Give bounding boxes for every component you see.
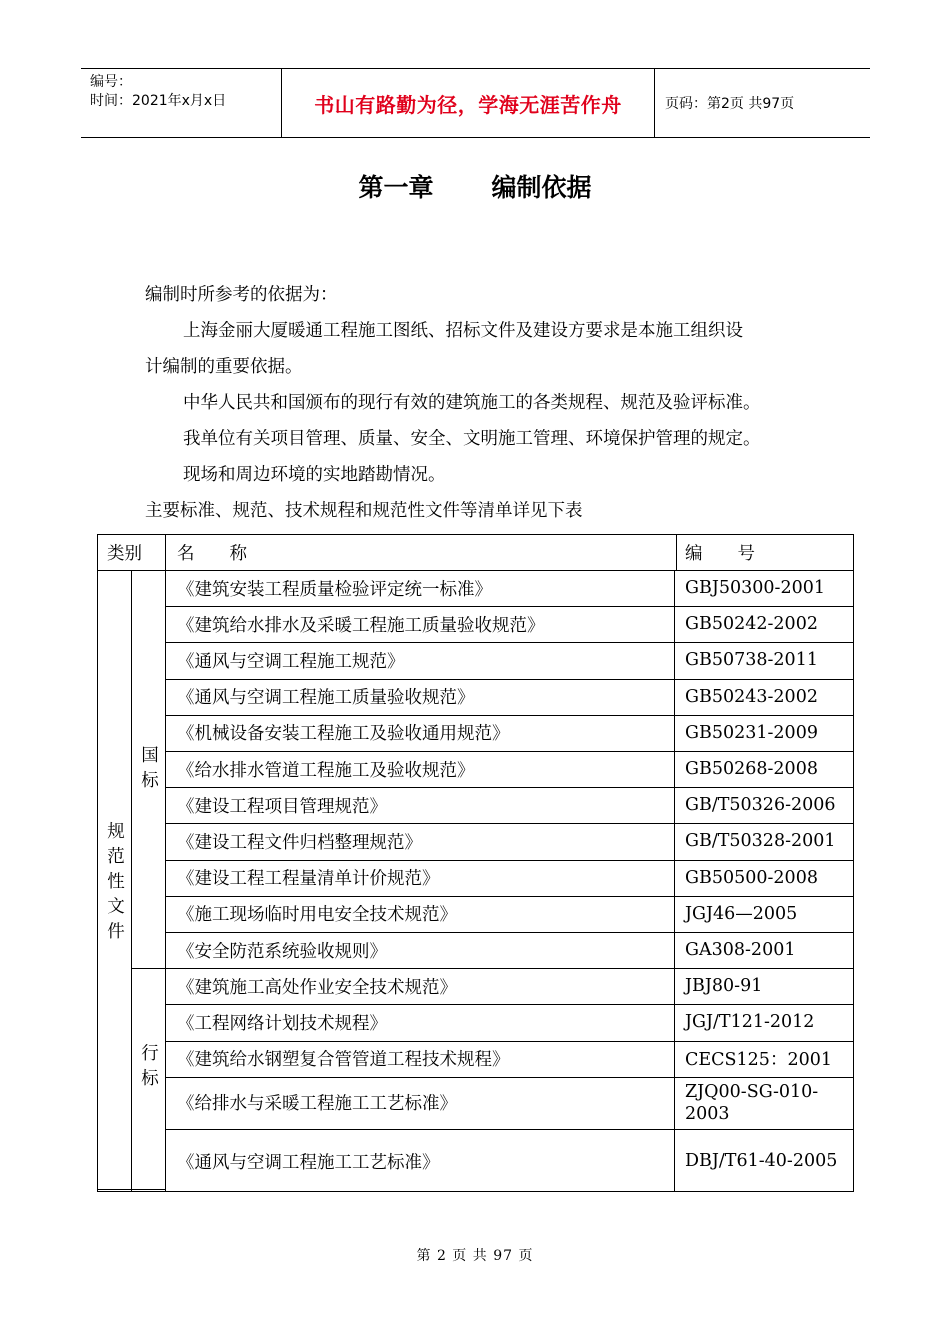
table-row-code: GB/T50328-2001 [685, 831, 836, 852]
standards-table [97, 534, 854, 1194]
table-row-code: ZJQ00-SG-010-2003 [685, 1081, 819, 1124]
table-row-code: GB50738-2011 [685, 650, 818, 671]
table-row-name: 《建设工程工程量清单计价规范》 [177, 869, 440, 890]
table-row-name: 《通风与空调工程施工规范》 [177, 651, 405, 672]
page-header [81, 68, 870, 138]
table-row-name: 《建设工程文件归档整理规范》 [177, 832, 422, 853]
group-label-industry: 行 标 [141, 1044, 159, 1089]
header-name: 名 称 [177, 543, 247, 564]
table-row-name: 《给水排水管道工程施工及验收规范》 [177, 760, 475, 781]
header-motto: 书山有路勤为径，学海无涯苦作舟 [314, 92, 622, 117]
doc-number-label: 编号： [90, 74, 132, 90]
table-row-name: 《安全防范系统验收规则》 [177, 941, 387, 962]
paragraph-1-line-2: 计编制的重要依据。 [145, 357, 303, 377]
table-row-code: GB50231-2009 [685, 722, 818, 743]
table-row-name: 《通风与空调工程施工质量验收规范》 [177, 688, 475, 709]
table-row-code: GB50242-2002 [685, 614, 818, 635]
intro-text: 编制时所参考的依据为： [145, 285, 338, 305]
table-row-name: 《机械设备安装工程施工及验收通用规范》 [177, 724, 510, 745]
paragraph-4: 现场和周边环境的实地踏勘情况。 [183, 465, 446, 485]
table-row-name: 《建筑安装工程质量检验评定统一标准》 [177, 579, 492, 600]
table-border-right [853, 534, 854, 1192]
group-label-national: 国 标 [141, 746, 159, 791]
header-col-divider [676, 534, 677, 570]
chapter-name: 编制依据 [491, 173, 592, 202]
table-row-name: 《建筑给水排水及采暖工程施工质量验收规范》 [177, 615, 545, 636]
paragraph-3: 我单位有关项目管理、质量、安全、文明施工管理、环境保护管理的规定。 [183, 429, 761, 449]
table-row-code: GB50268-2008 [685, 759, 818, 780]
table-border-top [97, 534, 854, 535]
table-row-code: CECS125：2001 [685, 1050, 832, 1071]
table-row-code: GBJ50300-2001 [685, 578, 825, 599]
header-motto-cell [281, 69, 655, 137]
header-code: 编 号 [685, 543, 755, 564]
table-row-code: GB50243-2002 [685, 686, 818, 707]
header-category: 类别 [107, 543, 142, 564]
chapter-number: 第一章 [358, 173, 434, 202]
table-row-name: 《给排水与采暖工程施工工艺标准》 [177, 1094, 457, 1115]
table-row-code: JGJ46—2005 [685, 903, 798, 924]
table-row-name: 《通风与空调工程施工工艺标准》 [177, 1152, 440, 1173]
chapter-title [0, 168, 950, 204]
header-col-divider-left [165, 534, 166, 570]
paragraph-5: 主要标准、规范、技术规程和规范性文件等清单详见下表 [145, 501, 583, 521]
paragraph-2: 中华人民共和国颁布的现行有效的建筑施工的各类规程、规范及验评标准。 [183, 393, 761, 413]
group-label-normative-docs: 规 范 性 文 件 [107, 822, 125, 942]
col-divider-subcategory [165, 570, 166, 1192]
table-row-code: DBJ/T61-40-2005 [685, 1151, 838, 1172]
col-divider-code [674, 570, 675, 1192]
table-row-name: 《施工现场临时用电安全技术规范》 [177, 905, 457, 926]
doc-time-label: 时间：2021年x月x日 [90, 93, 227, 109]
table-row-name: 《建筑给水钢塑复合管管道工程技术规程》 [177, 1050, 510, 1071]
table-row-code: GB50500-2008 [685, 867, 818, 888]
table-row-name: 《建设工程项目管理规范》 [177, 796, 387, 817]
page-footer: 第 2 页 共 97 页 [416, 1248, 534, 1264]
table-row-code: JBJ80-91 [685, 976, 763, 997]
table-border-left [97, 534, 98, 1192]
subgroup-divider [131, 968, 165, 969]
table-row-code: GA308-2001 [685, 940, 796, 961]
table-row-name: 《工程网络计划技术规程》 [177, 1013, 387, 1034]
col-divider-category [131, 570, 132, 1192]
header-page-info: 页码：第2页 共97页 [665, 96, 795, 112]
table-row-name: 《建筑施工高处作业安全技术规范》 [177, 977, 457, 998]
table-row-code: JGJ/T121-2012 [685, 1012, 815, 1033]
table-row-code: GB/T50326-2006 [685, 795, 836, 816]
header-meta [81, 69, 281, 137]
paragraph-1-line-1: 上海金丽大厦暖通工程施工图纸、招标文件及建设方要求是本施工组织设 [183, 321, 743, 341]
